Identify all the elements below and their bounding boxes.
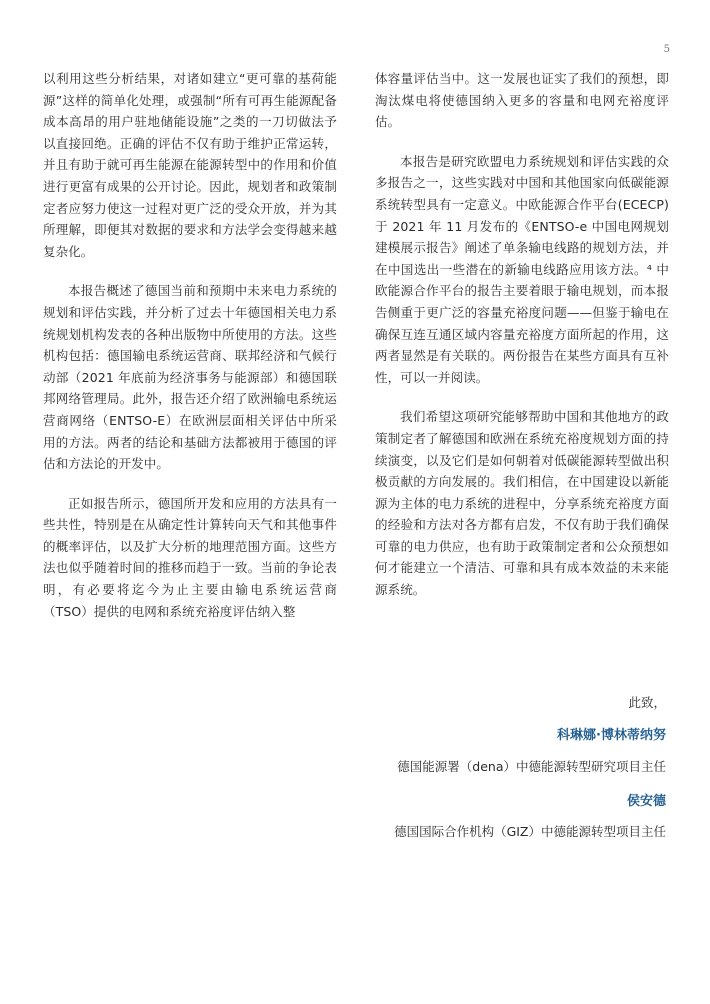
- left-column: [43, 68, 337, 640]
- signatory-title-1: 德国能源署（dena）中德能源转型研究项目主任: [397, 759, 666, 774]
- signatory-name-2: 侯安德: [626, 794, 666, 809]
- signatory-title-2: 德国国际合作机构（GIZ）中德能源转型项目主任: [394, 824, 666, 839]
- signatory-name-1: 科琳娜·博林蒂纳努: [557, 728, 666, 743]
- paragraph-left-1: 以利用这些分析结果，对诸如建立“更可靠的基荷能源”这样的简单化处理，或强制“所有可再生能源配备成本高昂的用户驻地储能设施”之类的一刀切做法予以直接回绝。正确的评估不仅有助于维护正常运转，并且有助于就可再生能源在能源转型中的作用和价值进行更富有成果的公开讨论。因此，规划者和政策制定者应努力使这一过程对更广泛的受众开放，并为其所理解，即便其对数据的要求和方法学会变得越来越复杂化。: [43, 71, 337, 259]
- salutation: 此致，: [628, 695, 666, 710]
- paragraph-right-3: 我们希望这项研究能够帮助中国和其他地方的政策制定者了解德国和欧洲在系统充裕度规划方面的持续演变，以及它们是如何朝着对低碳能源转型做出积极贡献的方向发展的。我们相信，在中国建设以新能源为主体的电力系统的进程中，分享系统充裕度方面的经验和方法对各方都有启发，不仅有助于我们确保可靠的电力供应，也有助于政策制定者和公众预想如何才能建立一个清洁、可靠和具有成本效益的未来能源系统。: [375, 409, 669, 598]
- right-column: [375, 68, 669, 619]
- paragraph-right-2: 本报告是研究欧盟电力系统规划和评估实践的众多报告之一，这些实践对中国和其他国家向低碳能源系统转型具有一定意义。中欧能源合作平台(ECECP) 于 2021 年 11 月发布的《ENTSO-e 中国电网规划建模展示报告》阐述了单条输电线路的规划方法，并在中国选出一些潜在的新输电线路应用该方法。⁴ 中欧能源合作平台的报告主要着眼于输电规划，而本报告侧重于更广泛的容量充裕度问题——但鉴于输电在确保互连互通区域内容量充裕度方面所起的作用，这两者显然是有关联的。两份报告在某些方面具有互补性，可以一并阅读。: [375, 153, 669, 385]
- paragraph-left-2: 本报告概述了德国当前和预期中未来电力系统的规划和评估实践，并分析了过去十年德国相关电力系统规划机构发表的各种出版物中所使用的方法。这些机构包括：德国输电系统运营商、联邦经济和气候行动部（2021 年底前为经济事务与能源部）和德国联邦网络管理局。此外，报告还介绍了欧洲输电系统运营商网络（ENTSO-E）在欧洲层面相关评估中所采用的方法。两者的结论和基础方法都被用于德国的评估和方法论的开发中。: [43, 283, 337, 472]
- paragraph-right-1: 体容量评估当中。这一发展也证实了我们的预想，即淘汰煤电将使德国纳入更多的容量和电网充裕度评估。: [375, 71, 669, 130]
- page-number: 5: [663, 44, 670, 55]
- paragraph-left-3: 正如报告所示，德国所开发和应用的方法具有一些共性，特别是在从确定性计算转向天气和其他事件的概率评估，以及扩大分析的地理范围方面。这些方法也似乎随着时间的推移而趋于一致。当前的争论表明，有必要将迄今为止主要由输电系统运营商（TSO）提供的电网和系统充裕度评估纳入整: [43, 495, 337, 619]
